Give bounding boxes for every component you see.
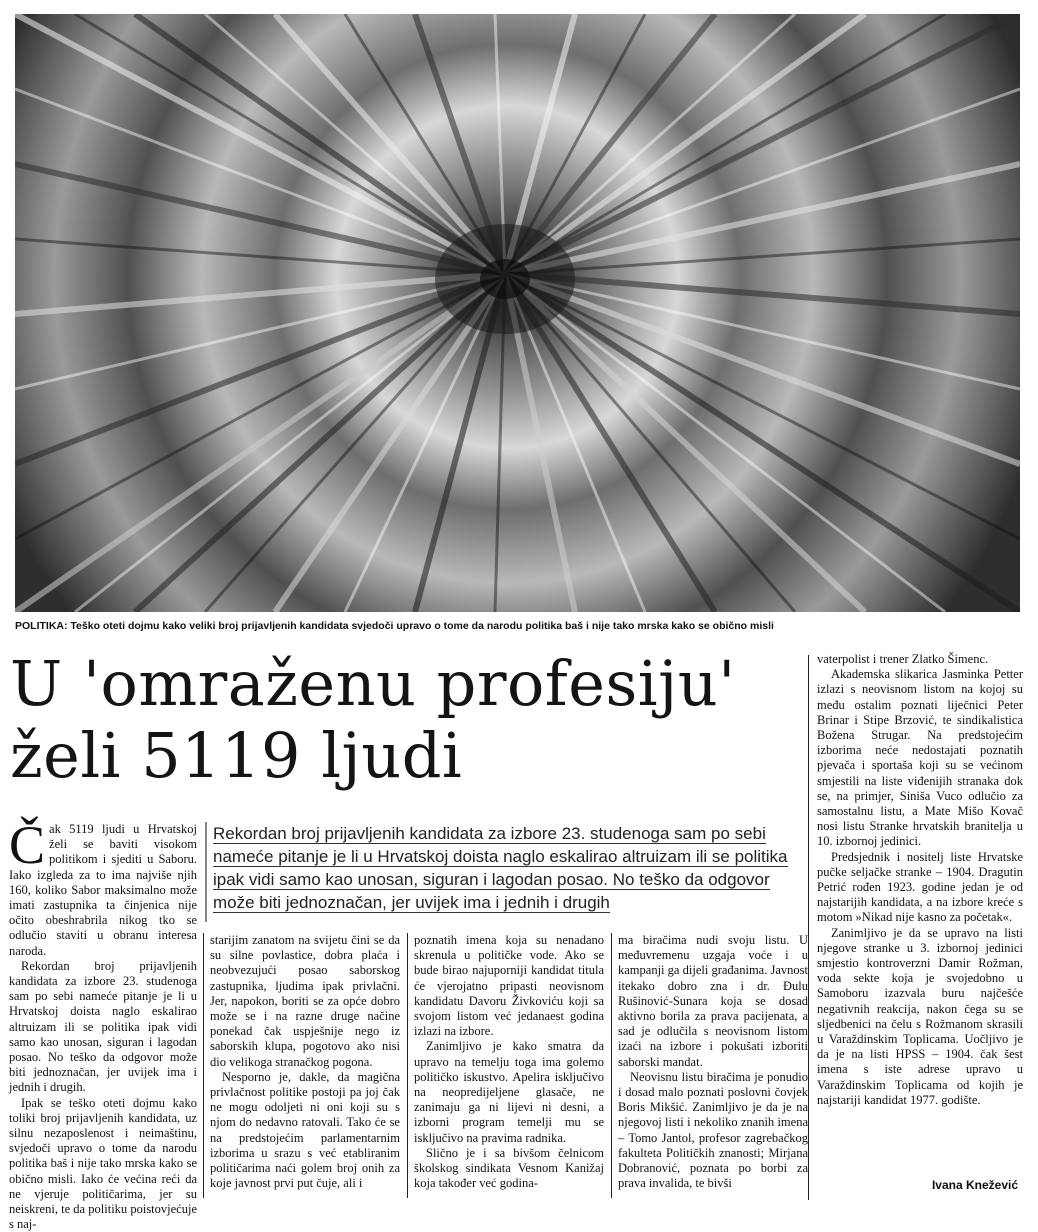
col3-paragraph-2: Zanimljivo je kako smatra da upravo na temelju toga ima golemo političko iskustvo. Apelira isključivo na neopredijeljene glasače, ne zanimaju ga ni lijevi ni desni, a izborni program temelji mu se isključivo na pravima radnika.	[414, 1039, 604, 1145]
zoom-blur-rays	[15, 14, 1020, 612]
col5-paragraph-3: Predsjednik i nositelj liste Hrvatske pučke seljačke stranke – 1904. Dragutin Petrić rođen 1923. godine jedan je od najstarijih kandidata, a na izbore kreće s motom »Nikad nije kasno za početak«.	[817, 849, 1023, 925]
column-3	[414, 933, 604, 1191]
headline	[10, 648, 810, 792]
column-1	[9, 815, 197, 1232]
drop-cap: Č	[9, 815, 46, 875]
col2-paragraph-1: starijim zanatom na svijetu čini se da su silne povlastice, dobra plaća i neobvezujući posao saborskog zastupnika, ljudima ipak privlačni. Jer, napokon, boriti se za opće dobro može se i na razne druge načine ponekad čak uspješnije nego iz saborskih klupa, pogotovo ako nisi dio velikoga stranačkog pogona.	[210, 933, 400, 1069]
col1-paragraph-1-text: ak 5119 ljudi u Hrvatskoj želi se baviti visokom politikom i sjediti u Saboru. Iako izgleda za to ima najviše njih 160, koliko Sabor maksimalno može imati zastupnika ta činjenica nije očito obeshrabrila nikog tko se odlučio staviti u obranu interesa naroda.	[9, 822, 197, 958]
col5-paragraph-1: vaterpolist i trener Zlatko Šimenc.	[817, 652, 989, 666]
photo-caption: POLITIKA: Teško oteti dojmu kako veliki broj prijavljenih kandidata svjedoči upravo o tome da narodu politika baš i nije tako mrska kako se obično misli	[15, 620, 774, 632]
col1-paragraph-2: Rekordan broj prijavljenih kandidata za izbore 23. studenoga sam po sebi nameće pitanje je li u Hrvatskoj doista naglo eskalirao altruizam ili se politika ipak vidi samo kao unosan, siguran i lagodan posao. No teško da odgovor može biti jednoznačan, jer uvijek ima i jednih i drugih.	[9, 958, 197, 1095]
headline-line-1: U 'omraženu profesiju'	[10, 647, 736, 720]
col2-paragraph-2: Nesporno je, dakle, da magična privlačnost politike postoji pa joj čak ne mogu odoljeti ni oni koji su s njom do nedavno ratovali. Tako će se na predstojećim parlamentarnim izborima u srazu s već etabliranim političarima naći golem broj onih za koje javnost prvi put čuje, ali i	[210, 1069, 400, 1191]
column-divider-2	[407, 933, 408, 1198]
lede-accent-bar	[205, 822, 207, 922]
crowd-photo	[15, 14, 1020, 612]
col4-paragraph-1: ma biračima nudi svoju listu. U međuvremenu uzgaja voće i u kampanji ga dijeli građanima. Javnost itekako dobro zna i dr. Đulu Rušinović-Sunara koja se dosad aktivno borila za prava pacijenata, a sad je odlučila s neovisnom listom izaći na izbore i pokušati izboriti saborski mandat.	[618, 933, 808, 1069]
col3-paragraph-3: Slično je i sa bivšom čelnicom školskog sindikata Vesnom Kanižaj koja također već godina-	[414, 1145, 604, 1191]
col5-paragraph-2: Akademska slikarica Jasminka Petter izlazi s neovisnom listom na kojoj su među ostalim poznati liječnici Peter Brinar i Stipe Brzović, te sindikalistica Božena Strugar. Na predstojećim izborima neće nedostajati poznatih pjevača i sportaša koji su se većinom smjestili na liste viđenijih stranaka dok se, na primjer, Siniša Vuco odlučio za samostalnu listu, a Mate Mišo Kovač nosi listu Stranke hrvatskih branitelja u 10. izbornoj jedinici.	[817, 667, 1023, 849]
col5-paragraph-4: Zanimljivo je da se upravo na listi njegove stranke u 3. izbornoj jedinici smjestio kontroverzni Damir Rožman, voda sekte koja je svojedobno u Samoboru izazvala buru najčešće negativnih reakcija, nakon čega su se sljedbenici na čelu s Rožmanom skrasili u Varaždinskim Toplicama. Uočljivo je da je na listi HPSS – 1904. čak šest imena s iste adrese upravo u Varaždinskim Toplicama od kojih je najstariji kandidat 1977. godište.	[817, 925, 1023, 1107]
col1-paragraph-3: Ipak se teško oteti dojmu kako toliki broj prijavljenih kandidata, uz silnu nezaposlenost i neimaštinu, svjedoči upravo o tome da narodu politika baš i nije tako mrska kako se obično misli. Iako će većina reći da ne vjeruje političarima, jer su neiskreni, te da politiku poistovjećuje s naj-	[9, 1095, 197, 1232]
col1-paragraph-1	[9, 815, 197, 959]
column-divider-right	[808, 655, 809, 1200]
lede-text: Rekordan broj prijavljenih kandidata za izbore 23. studenoga sam po sebi nameće pitanje je li u Hrvatskoj doista naglo eskalirao altruizam ili se politika ipak vidi samo kao unosan, siguran i lagodan posao. No teško da odgovor može biti jednoznačan, jer uvijek ima i jednih i drugih	[213, 824, 788, 912]
column-divider-1	[203, 933, 204, 1198]
column-divider-3	[611, 933, 612, 1198]
col4-paragraph-2: Neovisnu listu biračima je ponudio i dosad malo poznati poslovni čovjek Boris Mikšić. Zanimljivo je da je na njegovoj listi i nekoliko znanih imena – Tomo Jantol, profesor zagrebačkog fakulteta Političkih znanosti; Mirjana Dobranović, poznata po borbi za prava invalida, te bivši	[618, 1069, 808, 1191]
column-2	[210, 933, 400, 1191]
column-5	[817, 652, 1023, 1108]
lede-intro	[213, 822, 803, 914]
col3-paragraph-1: poznatih imena koja su nenadano skrenula u političke vode. Ako se bude birao najuporniji kandidat titula će vjerojatno pripasti neovisnom kandidatu Davoru Živkoviću koji sa svojom listom već jedanaest godina izlazi na izbore.	[414, 933, 604, 1039]
headline-line-2: želi 5119 ljudi	[10, 719, 463, 792]
author-byline: Ivana Knežević	[931, 1178, 1018, 1192]
column-4	[618, 933, 808, 1191]
